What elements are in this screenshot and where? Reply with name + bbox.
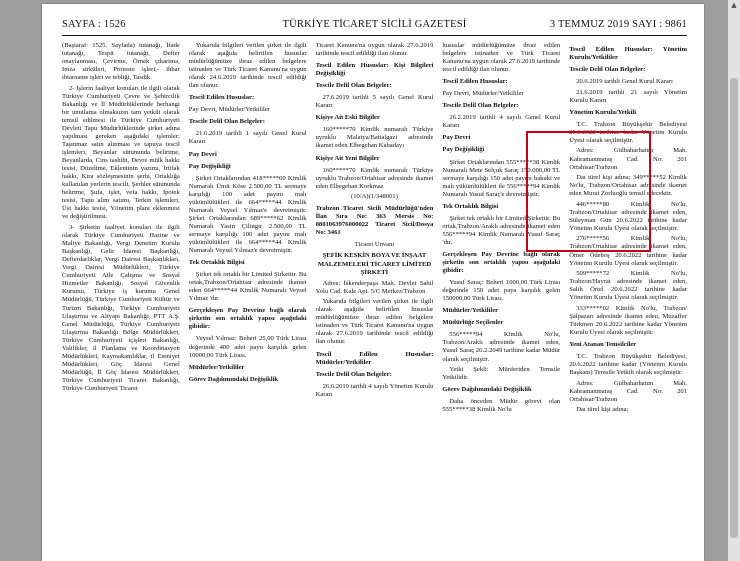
paragraph: Trabzon Ticaret Sicili Müdürlüğü'nden İlan Sıra No: 363 Mersis No: 0801063976000022 Ticaret Sicil/Dosya No: 3461 [315,205,434,237]
paragraph: Tescile Delil Olan Belgeler: [315,370,392,378]
paragraph: Pay Değişikliği [188,162,231,170]
column-2 [189,42,307,561]
paragraph: 21.6.2019 tarihli 1 sayılı Genel Kurul Kararı [188,130,307,146]
column-4 [442,42,560,561]
paragraph: Müdürler/Yetkililer [188,363,245,371]
paragraph: ŞEFİK KESKİN BOYA VE İNŞAAT MALZEMELERİ TİCARET LİMİTED ŞİRKETİ [317,252,432,276]
vertical-scrollbar[interactable] [728,0,740,561]
page-number: SAYFA : 1526 [62,19,126,30]
paragraph: 27.6.2019 tarihli 5 sayılı Genel Kurul Kararı [315,94,434,110]
paragraph: Tescil Edilen Hususlar: [188,94,255,102]
paragraph: Görev Dağılımındaki Değişiklik [188,375,279,383]
paragraph: Tek Ortaklık Bilgisi [442,202,499,210]
page-header [62,19,687,33]
text-columns [62,42,687,561]
paragraph: Ticaret Kanunu'na uygun olarak 27.6.2019 tarihinde tescil edildiği ilan olunur. [315,42,434,58]
paragraph: Tescil Edilen Hususlar: [442,78,508,86]
gazette-title: TÜRKİYE TİCARET SİCİLİ GAZETESİ [282,19,467,30]
paragraph: 3- Şirketin faaliyet konuları ile ilgili olarak Türkiye Cumhuriyeti Hazine ve Maliye Bakanlığı, Vergi Denetim Kurulu Başkanlığı, Gelir İdaresi Başkanlığı, Defterdarlıklar, Vergi Dairesi Başkanlıkları, Vergi Dairesi Müdürlükleri, Türkiye Cumhuriyeti Aile Çalışma ve Sosyal Hizmetler Bakanlığı, Sosyal Güvenlik Kurumu, Türkiye iş kurumu Genel Müdürlüğü, Türkiye Cumhuriyeti Kültür ve Turizm Bakanlığı, Türkiye Cumhuriyeti Ulaştırma ve Altyapı Bakanlığı, PTT A.Ş. Genel Müdürlüğü, Türkiye Cumhuriyeti Ulaştırma Bakanlığı Bölge Müdürlükleri, Türkiye Cumhuriyeti içişleri Bakanlığı, Valilikler, il Planlama ve Koordinasyon Müdürlükleri, Kaymakamlıklar, il Emniyet Müdürlükleri, Göç İdaresi Genel Müdürlüğü, İl Göç İdaresi Müdürlükleri, Türkiye Cumhuriyeti Ticaret Bakanlığı, Türkiye Cumhuriyeti Ticaret [62,224,180,392]
gazette-page [42,4,704,561]
paragraph: 446*****80 Kimlik No'lu, Trabzon/Ortahisar adresinde ikamet eden, Süleyman Gün 20.6.2022 tarihine kadar Yönetim Kurulu Üyesi olarak seçilmiştir. [569,200,687,232]
paragraph: Müdürler/Yetkililer [442,307,499,315]
paragraph: 21.6.2019 tarihli 21 sayılı Yönetim Kurulu Kararı [569,88,687,104]
paragraph: Adres: Gülbaharhatun Mah. Kahramanmaraş Cad. No: 201 Ortahisar/Trabzon [569,379,687,403]
paragraph: Daı türel kişi adına; 349*****52 Kimlik No'lu, Trabzon/Ortahisar adresinde ikamet eden Murat Zorluoğlu temsil edecektir. [569,174,687,198]
paragraph: Pay Değişikliği [442,146,485,154]
scroll-thumb[interactable] [730,78,738,538]
paragraph: Tescile Delil Olan Belgeler: [442,102,519,110]
paragraph: (Baştaraf: 1525. Sayfada) tutanağı, İfade tutanağı, Tespit tutanağı, Defter onaylanması, Çevirme, Örnek çıkartma, Imza sirküleri, Protesto işleri,- ihbar ihtarname işleri ve tebliği, Tasdik. [62,42,180,82]
paragraph: Şirket Ortaklarından 555*****38 Kimlik Numaralı Mete Selçuk Saraç 150.000,00 TL sermaye karşılığı 150 adet payını bakuki ve malı yükümlülükleri ile 556*****94 Kimlik Numaralı Yusuf Saraç'e devretmiştir. [442,158,561,198]
issue-date: 3 TEMMUZ 2019 SAYI : 9861 [549,19,687,30]
paragraph: Yukarıda bilgileri verilen şirket ile ilgili olarak aşağıda belirtilen hususlar müdürlüğümüze ibraz edilen belgelere istinaden ve Türk Ticaret Kanunu'na uygun olarak 24.6.2019 tarihinde tescil edildiği ilan olunur. [188,42,307,90]
paragraph: Müdürlüğe Seçilenler [442,319,504,327]
paragraph: Gerçekleşen Pay Devrine bağlı olarak şirketin son ortaklık yapısı aşağıdaki gibidir: [188,307,307,331]
paragraph: (10/A)(1/348001) [351,193,398,201]
paragraph: 556*****94 Kimlik No'lu, Trabzon/Araklı adresinde ikamet eden, Yusuf Saraç 26.2.2049 tarihine kadar Müdür olarak seçilmiştir. [442,331,561,363]
paragraph: Pay Devri, Müdürler/Yetkililer [442,90,524,98]
paragraph: Tek Ortaklık Bilgisi [188,259,245,267]
column-3 [316,42,434,561]
paragraph: Adres: Gülbaharhatun Mah. Kahramanmaraş Cad. No: 201 Ortahisar/Trabzon [569,147,687,171]
paragraph: 2- İşlerin faaliyet konuları ile ilgili olarak Türkiye Cumhuriyeti Çevre ve Şehircilik Bakanlığı ve İl Müdürlüklerinde herhangi bir unutlama olmaksızın tam yetkili olarak temsil edilmesi ile Türkiye Cumhuriyeti Devleti Tapu Müdürlüklerinde şirket adına yapılması gereken aşağıdaki işlemler: Taşınmaz satın alınması ve tapuya tescil işlemleri, Beyanlar sütununda belirtme, Beyanlarda, Cins tashihi, Devre mülk hakkı tesisi, Düzeltme, Eklentinin yazımı, İrtifak hakkı, Kira sözleşmesinin şerhi, Ortaklığa kullanılan yerlerin tescili, Şerhler sütununda belirtme, Şufa, işlet, vefa hakkı, İpotek tesisi, Tapu alım satımı, Terkin işlemleri, Üst hakkı tesisi, Yönetim planı eklenmesi ve değiştirilmesi. [62,84,180,221]
column-5 [569,42,687,561]
paragraph: hususlar müdürlüğümüze ibraz edilen belgelere istinaden ve Türk Ticaret Kanunu'na uygun olarak 27.6.2019 tarihinde tescil edildiği ilan olunur. [442,42,561,74]
paragraph: Tescile Delil Olan Belgeler: [315,82,392,90]
header-rule [62,35,687,36]
paragraph: Veysel Yılmaz: Beheri 25,00 Türk Lirası değerinde 400 adet payu karşılık gelen 10000,00 Türk Lirası. [188,335,307,359]
paragraph: Şirket Ortaklarından 418*****60 Kimlik Numaralı Ümit Köse 2.500,00 TL sermaye karşılığı 100 adet payını malı yükümlülükleri ile 664*****44 Kimlik Numaralı Veysel Yılmaz'e devretmiştir. Şirket Ortaklarından 689*****62 Kimlik Numaralı Yasin Çilingir 2.500,00 TL sermaye karşılığı 100 adet payını malı yükümlülükleri ile 664*****44 Kimlik Numaralı Veysel Yılmaz'e devretmiştir. [188,174,307,255]
paragraph: 509*****72 Kimlik No'lu, Trabzon/Hayrat adresinde ikamet eden, Salih Örtel 20.6.2022 tarihine kadar Yönetim Kurulu Üyesi olarak seçilmiştir. [569,270,687,302]
scroll-up-arrow-icon[interactable]: ▲ [731,1,737,9]
paragraph: Kişiye Ait Eski Bilgiler [315,114,380,122]
paragraph: Tescil Edilen Hususlar: Kişi Bilgileri Değişikliği [315,62,434,78]
paragraph: 26.2.2019 tarihli 4 sayılı Genel Kurul Kararı [442,114,561,130]
paragraph: Yusuf Saraç: Beheri 1000,00 Türk Lirası değerinde 150 adet paya karşılık gelen 150000,00 Türk Lirası. [442,279,561,303]
column-1 [62,42,180,561]
paragraph: T.C. Trabzon Büyükşehir Belediyesi, 20.6.2022 tarihine kadar (Yönetim Kurulu Başkanı) Temsile Yetkili olarak seçilmiştir. [569,353,687,377]
paragraph: Pay Devri [442,134,471,142]
paragraph: Pay Devri [188,150,217,158]
paragraph: Şirket tek ortaklı bir Limited Şirkettir. Bu ortak,Trabzon/Ortahisar adresinde ikamet eden 664*****44 Kimlik Numaralı Veysel Yılmaz 'dır. [188,271,307,303]
paragraph: Gerçekleşen Pay Devrine bağlı olarak şirketin son ortaklık yapısı aşağıdaki gibidir: [442,250,561,275]
paragraph: Daha önceden Müdür görevi olan 555*****38 Kimlik No'lu [442,398,561,414]
paragraph: Pay Devri, Müdürler/Yetkililer [188,106,270,114]
paragraph: Görev Dağılımındaki Değişiklik [442,386,532,394]
paragraph: 20.6.2019 tarihli Genel Kurul Kararı [576,78,673,86]
paragraph: 26.6.2019 tarihli 4 sayılı Yönetim Kurulu Kararı [315,382,434,398]
paragraph: Tescile Delil Olan Belgeler: [569,66,646,74]
paragraph: Yönetim Kurulu/Yetkili [569,108,637,116]
paragraph: 160*****70 Kimlik numaralı Türkiye uyruklu Trabzon/Ortahisar adresinde ikamet eden Elbegehan Korkmaz [315,166,434,190]
paragraph: Tescile Delil Olan Belgeler: [188,118,265,126]
paragraph: 276*****56 Kimlik No'lu, Trabzon/Ortahisar adresinde ikamet eden, Ömer Ödeboş 20.6.2022 tarihine kadar Yönetim Kurulu Üyesi olarak seçilmiştir. [569,235,687,267]
paragraph: Tescil Edilen Hususlar: Yönetim Kurulu/Yetkililer [569,46,687,62]
paragraph: Ticaret Unvanı [354,241,395,249]
paragraph: Tescil Edilen Hususlar: Müdürler/Yetkililer [315,350,434,366]
paragraph: Daı türel kişi adına; [576,406,629,414]
paragraph: Yukarıda bilgileri verilen şirket ile ilgili olarak aşağıda belirtilen hususlar müdürlüğümüze ibraz edilen belgelere istinaden ve Türk Ticaret Kanunu'na uygun olarak 27.6.2019 tarihinde tescil edildiği ilan olunur. [315,298,434,346]
paragraph: Adres: İskenderpaşa Mah. Devlet Sahil Yolu Cad. Kale Apt. 5/C Merkez/Trabzon [315,279,434,295]
paragraph: Kişiye Ait Yeni Bilgiler [315,154,380,162]
paragraph: Yeni Atanan Temsilciler [569,341,637,348]
paragraph: Şirket tek ortaklı bir Limited Şirkettir. Bu ortak,Trabzon/Araklı adresinde ikamet eden 556*****94 Kimlik Numaralı Yusuf Saraç 'dır. [442,214,561,246]
paragraph: 333*****02 Kimlik No'lu, Trabzon/Şalpazarı adresinde ikamet eden, Muzaffer Türkmen 20.6.2022 tarihine kadar Yönetim Kurulu Üyesi olarak seçilmiştir. [569,304,687,336]
paragraph: 160*****70 Kimlik numaralı Türkiye uyruklu Malatya/Battalgazi adresinde ikamet eden Elbegehan Kabadayı [315,126,434,150]
paragraph: T.C. Trabzon Büyükşehir Belediyesi 20.6.2022 tarihine kadar Yönetim Kurulu Üyesi olarak seçilmiştir. [569,120,687,144]
paragraph: Yetki Şekli: Münferiden Temsile Yetkilidir. [442,366,561,382]
